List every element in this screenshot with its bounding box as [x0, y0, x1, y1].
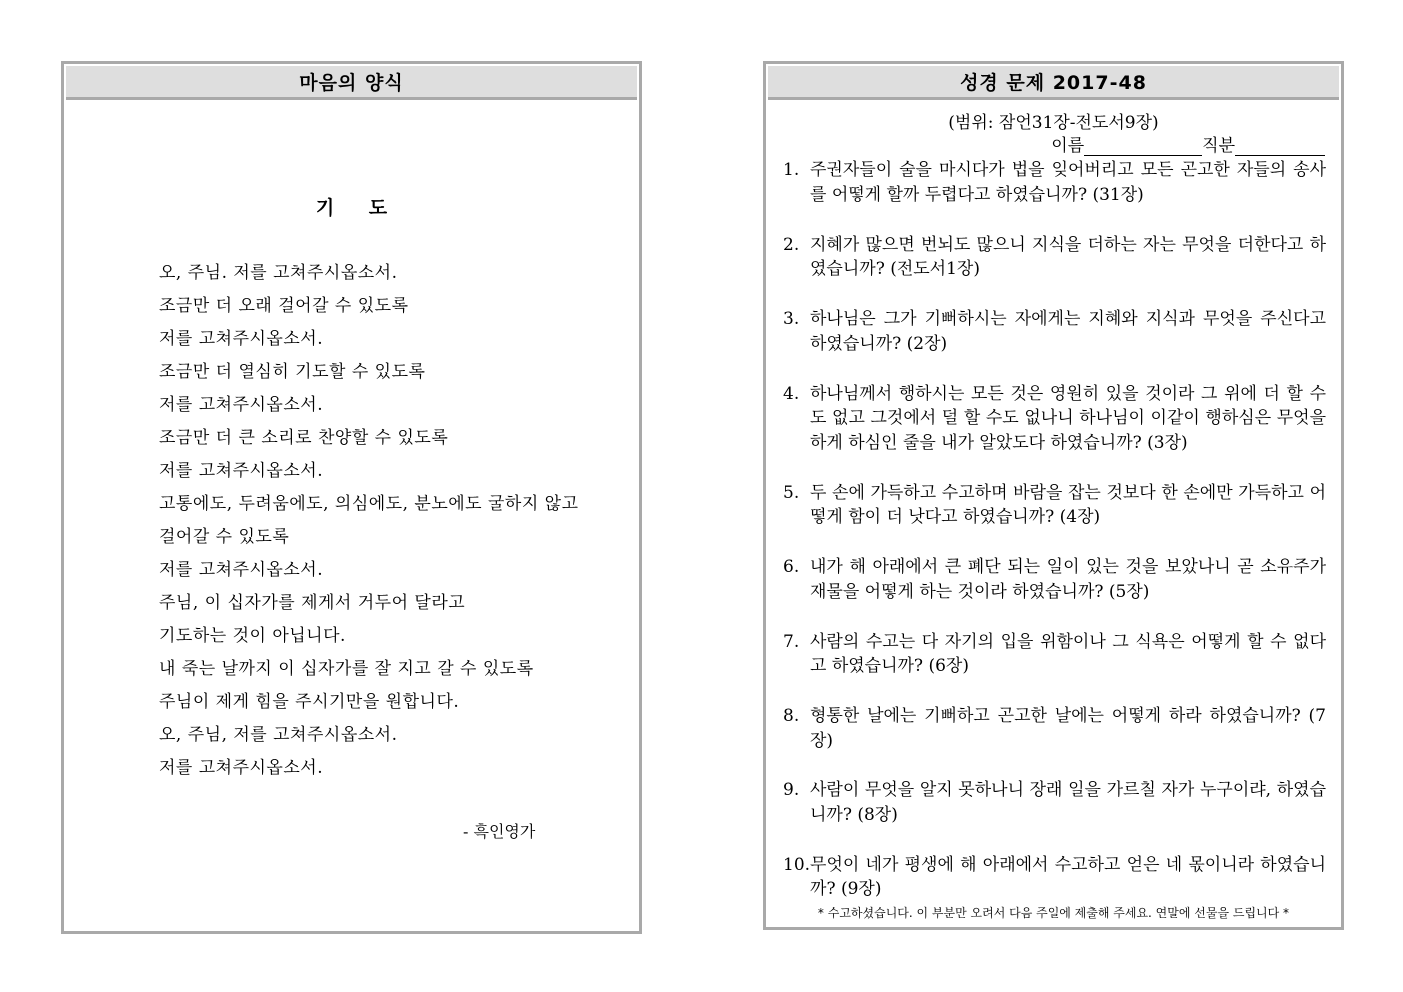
- question-text: 두 손에 가득하고 수고하며 바람을 잡는 것보다 한 손에만 가득하고 어떻게 함이 더 낫다고 하였습니까? (4장): [810, 482, 1326, 527]
- question-number: 5.: [783, 482, 800, 503]
- question-item: [783, 630, 1326, 679]
- question-text: 하나님은 그가 기뻐하시는 자에게는 지혜와 지식과 무엇을 주신다고 하였습니까? (2장): [810, 309, 1326, 354]
- poem-line: 저를 고쳐주시옵소서.: [159, 395, 324, 415]
- poem-line: 걸어갈 수 있도록: [159, 527, 290, 547]
- question-number: 8.: [783, 706, 800, 726]
- question-item: [783, 307, 1326, 356]
- poem-title: 기 도: [315, 197, 402, 219]
- meditation-panel: [61, 61, 642, 934]
- poem-line: 저를 고쳐주시옵소서.: [159, 758, 324, 778]
- question-text: 하나님께서 행하시는 모든 것은 영원히 있을 것이라 그 위에 더 할 수도 없고 그것에서 덜 할 수도 없나니 하나님이 이같이 행하심은 무엇을 하게 하심인 줄을 내가 알았도다 하였습니까? (3장): [810, 383, 1326, 453]
- role-blank[interactable]: [1235, 137, 1325, 156]
- poem-line: 저를 고쳐주시옵소서.: [159, 461, 324, 481]
- question-number: 2.: [783, 234, 800, 255]
- question-text: 사람의 수고는 다 자기의 입을 위함이나 그 식욕은 어떻게 할 수 없다고 하였습니까? (6장): [810, 631, 1326, 676]
- question-item: [783, 233, 1326, 282]
- question-item: [783, 158, 1326, 207]
- poem-line: 내 죽는 날까지 이 십자가를 잘 지고 갈 수 있도록: [159, 659, 534, 679]
- name-label: 이름: [1051, 136, 1085, 156]
- meditation-header: 마음의 양식: [66, 66, 637, 100]
- question-number: 1.: [783, 160, 800, 180]
- role-label: 직분: [1202, 136, 1235, 156]
- poem-line: 조금만 더 오래 걸어갈 수 있도록: [159, 296, 409, 316]
- question-number: 3.: [783, 309, 800, 329]
- bible-quiz-panel: [763, 61, 1344, 930]
- poem-author: - 흑인영가: [463, 822, 536, 841]
- poem-line: 고통에도, 두려움에도, 의심에도, 분노에도 굴하지 않고: [159, 494, 579, 514]
- question-text: 지혜가 많으면 번뇌도 많으니 지식을 더하는 자는 무엇을 더한다고 하였습니까? (전도서1장): [810, 234, 1326, 279]
- submission-note: * 수고하셨습니다. 이 부분만 오려서 다음 주일에 제출해 주세요. 연말에 선물을 드립니다 *: [817, 906, 1290, 920]
- quiz-header: 성경 문제 2017-48: [768, 66, 1339, 100]
- poem-line: 오, 주님, 저를 고쳐주시옵소서.: [159, 725, 398, 745]
- poem-line: 저를 고쳐주시옵소서.: [159, 329, 324, 349]
- poem-line: 기도하는 것이 아닙니다.: [159, 626, 346, 646]
- question-list: [783, 158, 1326, 927]
- question-number: 10.: [783, 854, 811, 875]
- quiz-scope: (범위: 잠언31장-전도서9장): [948, 113, 1159, 133]
- question-item: [783, 853, 1326, 902]
- question-item: [783, 778, 1326, 827]
- question-item: [783, 481, 1326, 530]
- question-text: 주권자들이 술을 마시다가 법을 잊어버리고 모든 곤고한 자들의 송사를 어떻게 할까 두렵다고 하였습니까? (31장): [810, 160, 1326, 205]
- poem-line: 주님, 이 십자가를 제게서 거두어 달라고: [159, 593, 466, 613]
- question-number: 7.: [783, 631, 800, 652]
- question-number: 9.: [783, 780, 800, 800]
- poem-line: 저를 고쳐주시옵소서.: [159, 560, 324, 580]
- name-role-line: [1051, 131, 1325, 156]
- question-text: 형통한 날에는 기뻐하고 곤고한 날에는 어떻게 하라 하였습니까? (7장): [810, 706, 1326, 751]
- question-item: [783, 555, 1326, 604]
- poem-line: 주님이 제게 힘을 주시기만을 원합니다.: [159, 692, 460, 712]
- name-blank[interactable]: [1084, 137, 1202, 156]
- question-text: 사람이 무엇을 알지 못하나니 장래 일을 가르칠 자가 누구이랴, 하였습니까? (8장): [810, 780, 1326, 825]
- question-text: 무엇이 네가 평생에 해 아래에서 수고하고 얻은 네 몫이니라 하였습니까? (9장): [810, 854, 1326, 899]
- question-text: 내가 해 아래에서 큰 폐단 되는 일이 있는 것을 보았나니 곧 소유주가 재물을 어떻게 하는 것이라 하였습니까? (5장): [810, 557, 1326, 602]
- poem-line: 조금만 더 열심히 기도할 수 있도록: [159, 362, 426, 382]
- poem-line: 오, 주님. 저를 고쳐주시옵소서.: [159, 263, 398, 283]
- question-item: [783, 382, 1326, 456]
- question-item: [783, 704, 1326, 753]
- question-number: 4.: [783, 383, 800, 404]
- poem-body: [159, 257, 579, 785]
- question-number: 6.: [783, 557, 800, 577]
- poem-line: 조금만 더 큰 소리로 찬양할 수 있도록: [159, 428, 449, 448]
